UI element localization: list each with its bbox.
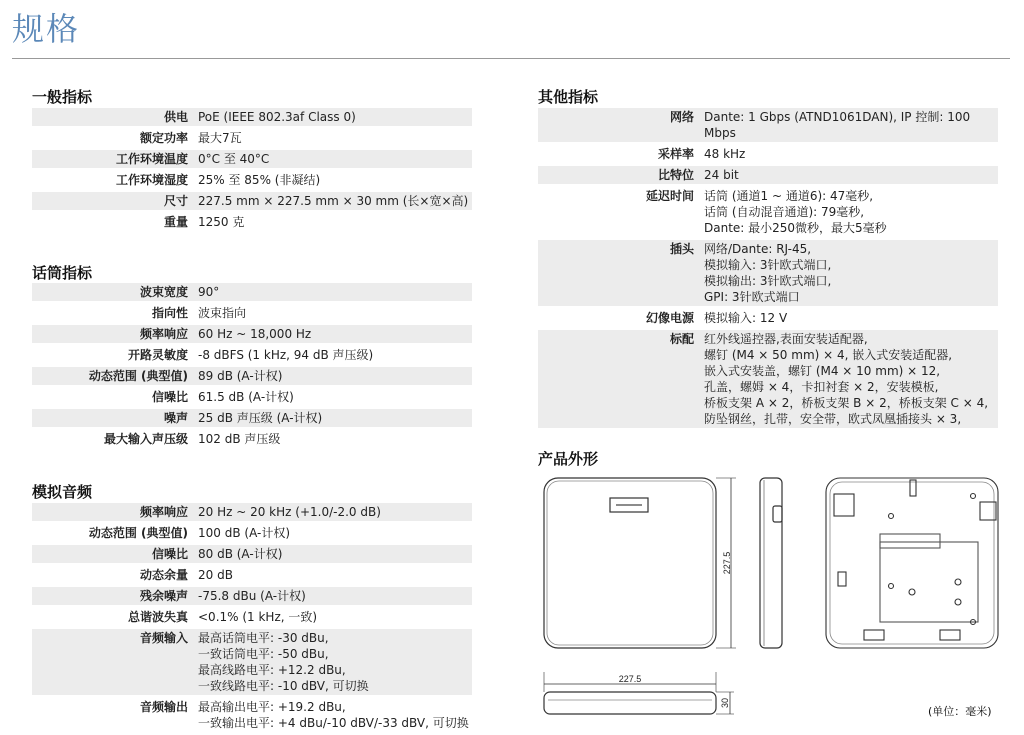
spec-label: 动态余量 bbox=[32, 565, 198, 586]
spec-value: 90° bbox=[198, 283, 472, 303]
spec-value: 25% 至 85% (非凝结) bbox=[198, 170, 472, 191]
spec-value: 48 kHz bbox=[704, 144, 998, 165]
spec-row bbox=[32, 565, 472, 586]
spec-label: 信噪比 bbox=[32, 387, 198, 408]
spec-row bbox=[32, 128, 472, 149]
spec-table-other bbox=[538, 108, 998, 431]
spec-row bbox=[32, 544, 472, 565]
unit-note: (单位：毫米) bbox=[928, 705, 992, 718]
spec-label: 动态范围 (典型值) bbox=[32, 523, 198, 544]
spec-row bbox=[538, 329, 998, 430]
spec-label: 残余噪声 bbox=[32, 586, 198, 607]
spec-label: 供电 bbox=[32, 108, 198, 128]
spec-row bbox=[32, 170, 472, 191]
spec-label: 尺寸 bbox=[32, 191, 198, 212]
spec-label: 总谐波失真 bbox=[32, 607, 198, 628]
spec-row bbox=[538, 144, 998, 165]
dim-depth-label: 30 bbox=[720, 697, 730, 709]
spec-row bbox=[538, 165, 998, 186]
spec-row bbox=[32, 387, 472, 408]
spec-row bbox=[32, 429, 472, 450]
spec-value: 61.5 dB (A-计权) bbox=[198, 387, 472, 408]
spec-table-mic bbox=[32, 283, 472, 451]
spec-value: 话筒 (通道1 ~ 通道6): 47毫秒, 话筒 (自动混音通道): 79毫秒, Dante: 最小250微秒，最大5毫秒 bbox=[704, 186, 998, 239]
product-outline-diagram bbox=[538, 472, 1018, 727]
spec-row bbox=[538, 239, 998, 308]
dim-width-label: 227.5 bbox=[618, 674, 642, 684]
spec-table-analog bbox=[32, 503, 472, 735]
spec-row bbox=[32, 628, 472, 697]
spec-label: 信噪比 bbox=[32, 544, 198, 565]
spec-label: 频率响应 bbox=[32, 503, 198, 523]
spec-value: -75.8 dBu (A-计权) bbox=[198, 586, 472, 607]
spec-row bbox=[32, 607, 472, 628]
spec-label: 频率响应 bbox=[32, 324, 198, 345]
spec-value: 80 dB (A-计权) bbox=[198, 544, 472, 565]
spec-row bbox=[32, 303, 472, 324]
spec-value: 最高输出电平: +19.2 dBu, 一致输出电平: +4 dBu/-10 dBV/-33 dBV, 可切换 bbox=[198, 697, 472, 734]
spec-value: 60 Hz ~ 18,000 Hz bbox=[198, 324, 472, 345]
spec-row bbox=[32, 408, 472, 429]
spec-value: 25 dB 声压级 (A-计权) bbox=[198, 408, 472, 429]
spec-label: 最大输入声压级 bbox=[32, 429, 198, 450]
spec-value: 227.5 mm × 227.5 mm × 30 mm (长×宽×高) bbox=[198, 191, 472, 212]
spec-label: 音频输出 bbox=[32, 697, 198, 734]
spec-label: 采样率 bbox=[538, 144, 704, 165]
spec-row bbox=[32, 345, 472, 366]
side-view-drawing bbox=[760, 478, 782, 648]
spec-value: 1250 克 bbox=[198, 212, 472, 233]
spec-label: 噪声 bbox=[32, 408, 198, 429]
spec-row bbox=[32, 149, 472, 170]
spec-value: 网络/Dante: RJ-45, 模拟输入: 3针欧式端口, 模拟输出: 3针欧式端口, GPI: 3针欧式端口 bbox=[704, 239, 998, 308]
spec-value: -8 dBFS (1 kHz, 94 dB 声压级) bbox=[198, 345, 472, 366]
section-heading-appearance: 产品外形 bbox=[538, 450, 599, 468]
spec-value: 红外线遥控器,表面安装适配器, 螺钉 (M4 × 50 mm) × 4, 嵌入式安装适配器, 嵌入式安装盖，螺钉 (M4 × 10 mm) × 12, 孔盖，螺姆 × 4，卡扣衬套 × 2，安装模板, 桥板支架 A × 2，桥板支架 B × 2，桥板支架 C × 4, 防坠钢丝，扎带，安全带，欧式凤凰插接头 × 3, bbox=[704, 329, 998, 430]
front-view-drawing bbox=[544, 478, 736, 648]
spec-label: 插头 bbox=[538, 239, 704, 308]
spec-label: 网络 bbox=[538, 108, 704, 144]
spec-row bbox=[32, 503, 472, 523]
spec-value: 89 dB (A-计权) bbox=[198, 366, 472, 387]
spec-row bbox=[32, 212, 472, 233]
spec-value: 最大7瓦 bbox=[198, 128, 472, 149]
spec-row bbox=[32, 108, 472, 128]
spec-value: 20 dB bbox=[198, 565, 472, 586]
spec-value: 波束指向 bbox=[198, 303, 472, 324]
title-divider bbox=[12, 58, 1010, 59]
spec-label: 工作环境湿度 bbox=[32, 170, 198, 191]
spec-label: 音频输入 bbox=[32, 628, 198, 697]
spec-row bbox=[32, 324, 472, 345]
spec-table-general bbox=[32, 108, 472, 234]
spec-row bbox=[32, 283, 472, 303]
section-heading-other: 其他指标 bbox=[538, 88, 599, 106]
page-title: 规格 bbox=[12, 10, 81, 48]
spec-label: 延迟时间 bbox=[538, 186, 704, 239]
spec-value: 100 dB (A-计权) bbox=[198, 523, 472, 544]
spec-value: 102 dB 声压级 bbox=[198, 429, 472, 450]
spec-value: 最高话筒电平: -30 dBu, 一致话筒电平: -50 dBu, 最高线路电平: +12.2 dBu, 一致线路电平: -10 dBV, 可切换 bbox=[198, 628, 472, 697]
spec-row bbox=[32, 697, 472, 734]
spec-label: 额定功率 bbox=[32, 128, 198, 149]
spec-row bbox=[32, 586, 472, 607]
spec-value: 模拟输入: 12 V bbox=[704, 308, 998, 329]
rear-view-drawing bbox=[826, 478, 998, 648]
spec-value: 20 Hz ~ 20 kHz (+1.0/-2.0 dB) bbox=[198, 503, 472, 523]
spec-label: 指向性 bbox=[32, 303, 198, 324]
spec-row bbox=[538, 186, 998, 239]
spec-label: 标配 bbox=[538, 329, 704, 430]
section-heading-general: 一般指标 bbox=[32, 88, 93, 106]
spec-label: 幻像电源 bbox=[538, 308, 704, 329]
spec-value: PoE (IEEE 802.3af Class 0) bbox=[198, 108, 472, 128]
spec-value: <0.1% (1 kHz, 一致) bbox=[198, 607, 472, 628]
spec-value: 0°C 至 40°C bbox=[198, 149, 472, 170]
spec-value: Dante: 1 Gbps (ATND1061DAN), IP 控制: 100 Mbps bbox=[704, 108, 998, 144]
spec-row bbox=[32, 523, 472, 544]
spec-label: 工作环境温度 bbox=[32, 149, 198, 170]
spec-label: 重量 bbox=[32, 212, 198, 233]
spec-row bbox=[32, 191, 472, 212]
spec-row bbox=[32, 366, 472, 387]
spec-row bbox=[538, 108, 998, 144]
dim-height-label: 227.5 bbox=[722, 551, 732, 575]
section-heading-mic: 话筒指标 bbox=[32, 264, 93, 282]
spec-label: 波束宽度 bbox=[32, 283, 198, 303]
spec-value: 24 bit bbox=[704, 165, 998, 186]
spec-row bbox=[538, 308, 998, 329]
spec-label: 动态范围 (典型值) bbox=[32, 366, 198, 387]
spec-label: 比特位 bbox=[538, 165, 704, 186]
product-drawings bbox=[538, 472, 1018, 727]
section-heading-analog: 模拟音频 bbox=[32, 483, 93, 501]
spec-label: 开路灵敏度 bbox=[32, 345, 198, 366]
